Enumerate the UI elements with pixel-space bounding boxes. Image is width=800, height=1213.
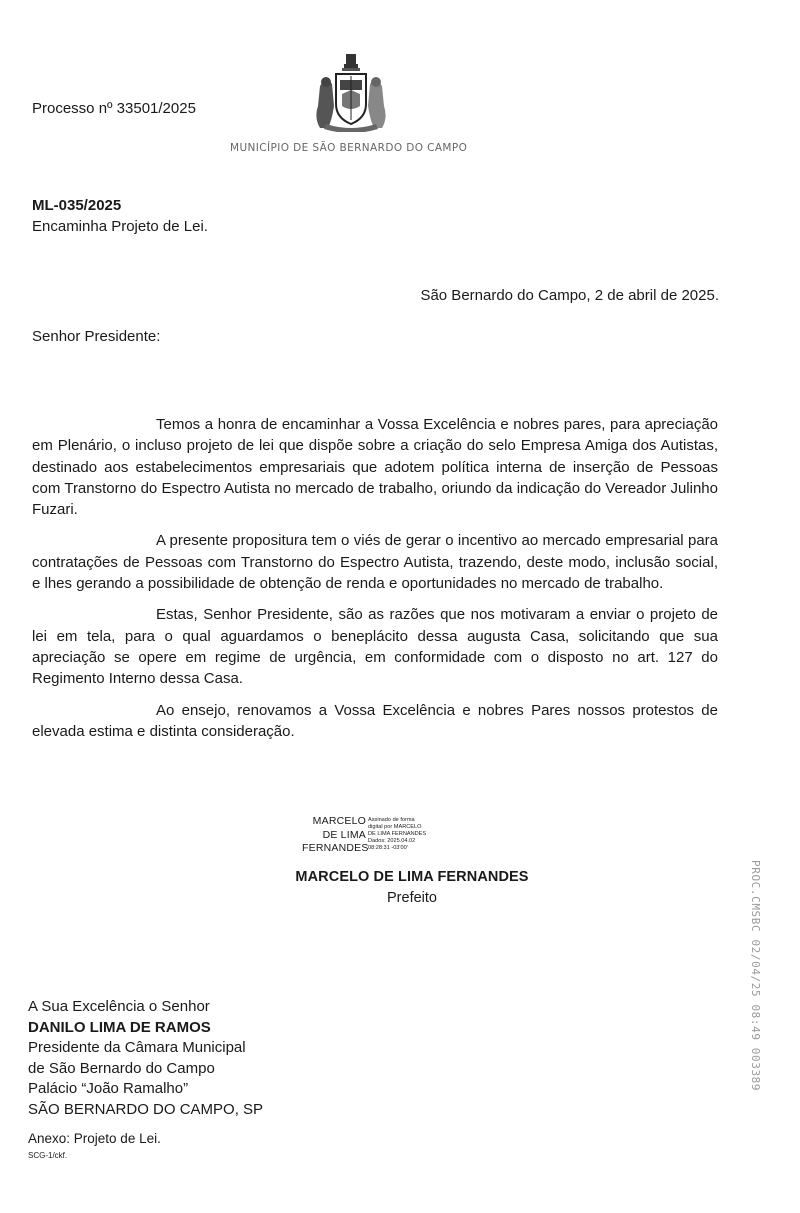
body-paragraph: A presente propositura tem o viés de gerar o incentivo ao mercado empresarial para contratações de Pessoas com Transtorno do Espectro Autista, trazendo, deste modo, inclusão social, e lhes gerando a possibilidade de obtenção de renda e oportunidades no mercado de trabalho. [32, 532, 718, 593]
municipality-name: MUNICÍPIO DE SÃO BERNARDO DO CAMPO [230, 142, 468, 154]
body-paragraph: Temos a honra de encaminhar a Vossa Excelência e nobres pares, para apreciação em Plenário, o incluso projeto de lei que dispõe sobre a criação do selo Empresa Amiga dos Autistas, destinado aos estabelecimentos empresariais que adotem política interna de inserção de Pessoas com Transtorno do Espectro Autista no mercado de trabalho, oriundo da indicação do Vereador Julinho Fuzari. [32, 416, 718, 519]
digital-signature-stamp [302, 815, 462, 861]
annex-note: Anexo: Projeto de Lei. [28, 1131, 161, 1146]
signer-role: Prefeito [387, 890, 437, 906]
signature-name: MARCELO DE LIMA FERNANDES [302, 815, 369, 854]
body-paragraph: Estas, Senhor Presidente, são as razões que nos motivaram a enviar o projeto de lei em tela, para o qual aguardamos o beneplácito dessa augusta Casa, solicitando que sua apreciação se opere em regime de urgência, em conformidade com o disposto no art. 127 do Regimento Interno dessa Casa. [32, 606, 718, 688]
salutation: Senhor Presidente: [32, 328, 161, 345]
letter-subject: Encaminha Projeto de Lei. [32, 218, 208, 235]
signer-name: MARCELO DE LIMA FERNANDES [295, 869, 529, 885]
addressee-line: Palácio “João Ramalho” [28, 1080, 189, 1097]
protocol-stamp: PROC.CMSBC 02/04/25 08:49 003389 [749, 860, 762, 1092]
letter-reference: ML-035/2025 [32, 197, 122, 214]
letter-body [32, 414, 718, 752]
coat-of-arms-icon [312, 52, 390, 132]
addressee-line: Presidente da Câmara Municipal [28, 1039, 246, 1056]
process-number: Processo nº 33501/2025 [32, 100, 196, 117]
signature-metadata: Assinado de forma digital por MARCELO DE LIMA FERNANDES Dados: 2025.04.02 08:28:31 -03'00' [368, 817, 427, 851]
addressee-block [28, 997, 263, 1120]
addressee-name: DANILO LIMA DE RAMOS [28, 1018, 211, 1036]
addressee-line: A Sua Excelência o Senhor [28, 998, 210, 1015]
document-code: SCG-1/ckf. [28, 1151, 68, 1160]
addressee-line: de São Bernardo do Campo [28, 1059, 215, 1077]
body-paragraph: Ao ensejo, renovamos a Vossa Excelência e nobres Pares nossos protestos de elevada estima e distinta consideração. [32, 701, 718, 740]
addressee-line: SÃO BERNARDO DO CAMPO, SP [28, 1100, 264, 1118]
date-line: São Bernardo do Campo, 2 de abril de 2025. [420, 287, 719, 304]
